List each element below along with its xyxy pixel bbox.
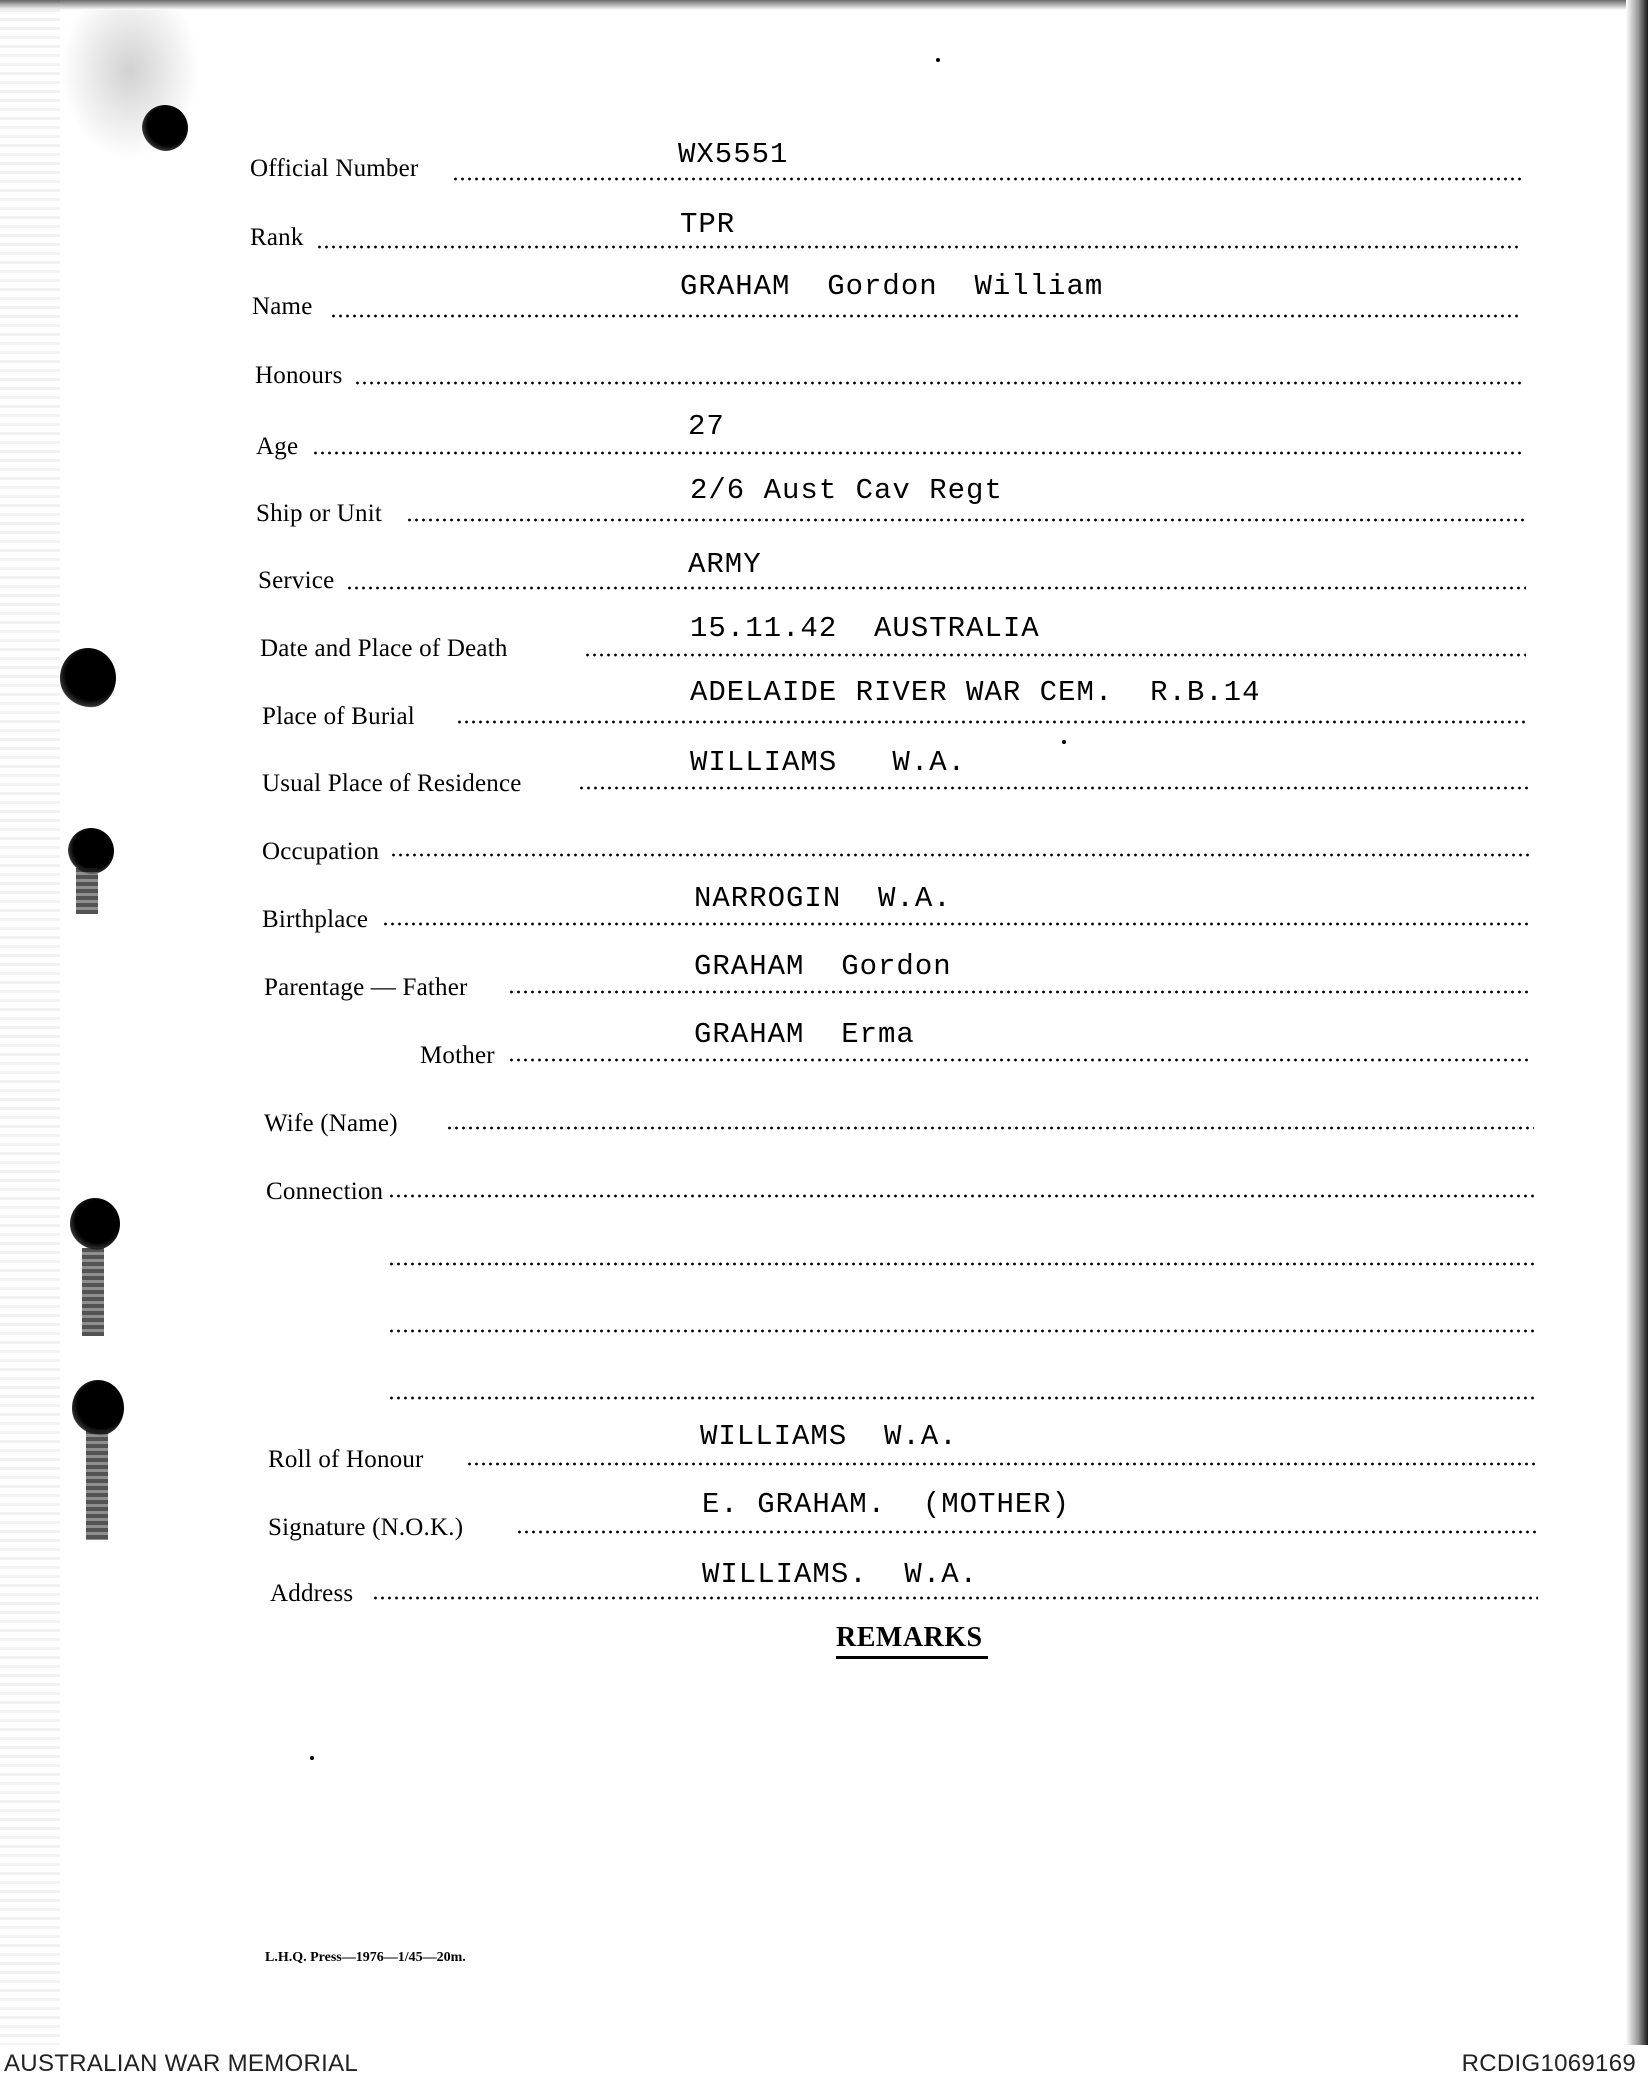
dotted-line (388, 1329, 1536, 1333)
scan-edge-left (0, 0, 60, 2045)
punch-hole-1 (142, 105, 188, 151)
label-birthplace: Birthplace (262, 906, 369, 933)
value-service: ARMY (688, 548, 762, 581)
dotted-line (312, 451, 1524, 455)
value-roll-of-honour: WILLIAMS W.A. (700, 1420, 958, 1453)
value-date-place-death: 15.11.42 AUSTRALIA (690, 612, 1040, 645)
value-name: GRAHAM Gordon William (680, 270, 1104, 303)
dotted-line (388, 1194, 1536, 1198)
label-wife: Wife (Name) (264, 1110, 398, 1137)
dotted-line (452, 177, 1522, 181)
dotted-line (516, 1530, 1538, 1534)
value-age: 27 (688, 410, 725, 443)
dotted-line (466, 1462, 1538, 1466)
label-address: Address (270, 1580, 354, 1607)
remarks-underline (836, 1656, 988, 1659)
label-father: Parentage — Father (264, 974, 468, 1001)
dotted-line (382, 922, 1530, 926)
value-signature: E. GRAHAM. (MOTHER) (702, 1488, 1071, 1521)
dotted-line (388, 1262, 1536, 1266)
remarks-heading: REMARKS (836, 1622, 983, 1653)
label-official-number: Official Number (250, 155, 419, 182)
punch-hole-5 (72, 1380, 124, 1436)
dotted-line (354, 381, 1524, 385)
dotted-line (578, 786, 1528, 790)
label-name: Name (252, 293, 313, 320)
dotted-line (584, 653, 1526, 657)
value-residence: WILLIAMS W.A. (690, 746, 967, 779)
dotted-line (508, 990, 1532, 994)
label-place-of-burial: Place of Burial (262, 703, 415, 730)
value-father: GRAHAM Gordon (694, 950, 952, 983)
dotted-line (390, 853, 1530, 857)
label-mother: Mother (420, 1042, 495, 1069)
hole-smear-4 (82, 1248, 104, 1336)
punch-hole-4 (70, 1198, 120, 1250)
label-connection: Connection (266, 1178, 384, 1205)
scan-edge-right (1626, 0, 1648, 2045)
punch-hole-2 (60, 648, 116, 708)
value-rank: TPR (680, 208, 736, 241)
value-birthplace: NARROGIN W.A. (694, 882, 952, 915)
scan-edge-top (0, 0, 1648, 10)
dotted-line (346, 586, 1526, 590)
label-honours: Honours (255, 362, 343, 389)
label-occupation: Occupation (262, 838, 380, 865)
dotted-line (388, 1396, 1536, 1400)
label-service: Service (258, 567, 335, 594)
dotted-line (316, 245, 1522, 249)
dotted-line (406, 518, 1524, 522)
speck (310, 1756, 314, 1760)
footer-institution: AUSTRALIAN WAR MEMORIAL (4, 2050, 359, 2077)
label-signature: Signature (N.O.K.) (268, 1514, 464, 1541)
value-place-of-burial: ADELAIDE RIVER WAR CEM. R.B.14 (690, 676, 1261, 709)
label-residence: Usual Place of Residence (262, 770, 522, 797)
value-mother: GRAHAM Erma (694, 1018, 915, 1051)
hole-smear-3 (76, 868, 98, 914)
value-address: WILLIAMS. W.A. (702, 1558, 979, 1591)
label-date-place-death: Date and Place of Death (260, 635, 508, 662)
label-roll-of-honour: Roll of Honour (268, 1446, 424, 1473)
speck (936, 58, 940, 62)
dotted-line (330, 314, 1522, 318)
dotted-line (446, 1126, 1534, 1130)
value-official-number: WX5551 (678, 138, 789, 171)
speck (1062, 740, 1066, 744)
dotted-line (372, 1596, 1538, 1600)
label-ship-or-unit: Ship or Unit (256, 500, 383, 527)
label-age: Age (256, 433, 299, 460)
footer-record-id: RCDIG1069169 (1461, 2050, 1636, 2077)
hole-smear-5 (86, 1430, 108, 1540)
printer-mark: L.H.Q. Press—1976—1/45—20m. (265, 1950, 466, 1965)
dotted-line (456, 720, 1526, 724)
label-rank: Rank (250, 224, 304, 251)
dotted-line (508, 1058, 1532, 1062)
value-ship-or-unit: 2/6 Aust Cav Regt (690, 474, 1003, 507)
